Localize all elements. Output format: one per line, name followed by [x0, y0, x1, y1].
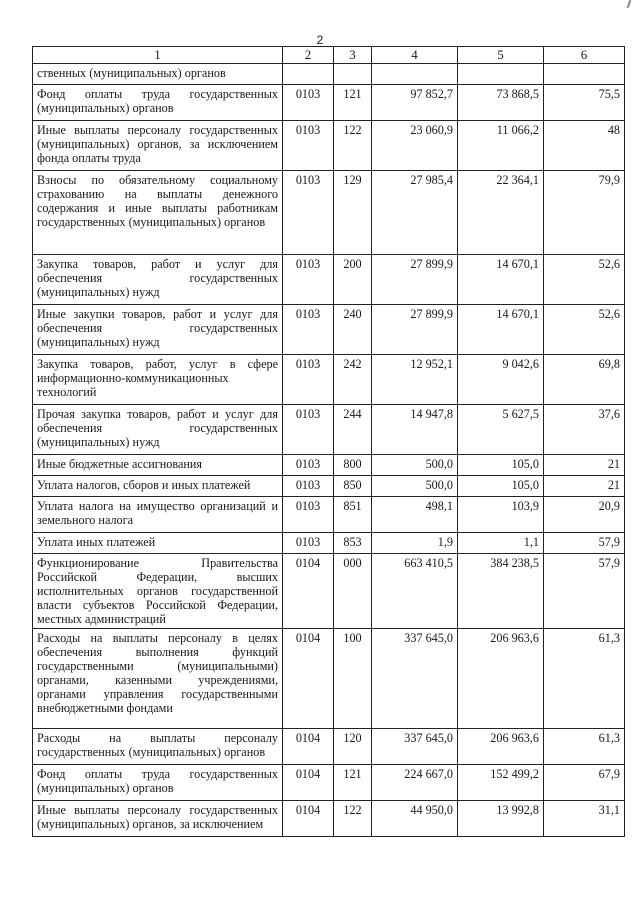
table-row — [33, 171, 625, 255]
row-value-c5: 152 499,2 — [458, 765, 544, 801]
column-header: 3 — [334, 47, 372, 64]
table-row — [33, 801, 625, 837]
row-value-c4: 27 899,9 — [372, 305, 458, 355]
row-description: ственных (муниципальных) органов — [33, 64, 283, 85]
column-header: 5 — [458, 47, 544, 64]
table-row — [33, 121, 625, 171]
row-value-c4: 498,1 — [372, 497, 458, 533]
table-row — [33, 405, 625, 455]
row-value-c6: 52,6 — [544, 255, 625, 305]
row-value-c5: 105,0 — [458, 476, 544, 497]
row-value-c5: 73 868,5 — [458, 85, 544, 121]
row-description: Иные закупки товаров, работ и услуг для обеспечения государственных (муниципальных) нужд — [33, 305, 283, 355]
row-value-c2: 0103 — [283, 255, 334, 305]
row-value-c6: 67,9 — [544, 765, 625, 801]
row-value-c6: 75,5 — [544, 85, 625, 121]
table-row — [33, 729, 625, 765]
row-value-c5: 1,1 — [458, 533, 544, 554]
row-value-c4: 44 950,0 — [372, 801, 458, 837]
row-value-c4 — [372, 64, 458, 85]
row-value-c5: 105,0 — [458, 455, 544, 476]
page-number: 2 — [316, 33, 324, 47]
row-description: Иные выплаты персоналу государственных (муниципальных) органов, за исключением — [33, 801, 283, 837]
row-value-c2: 0103 — [283, 476, 334, 497]
row-value-c3: 100 — [334, 629, 372, 729]
row-value-c2: 0104 — [283, 801, 334, 837]
row-value-c3: 120 — [334, 729, 372, 765]
row-value-c6: 52,6 — [544, 305, 625, 355]
column-header: 6 — [544, 47, 625, 64]
row-description: Фонд оплаты труда государственных (муниципальных) органов — [33, 765, 283, 801]
table-row — [33, 64, 625, 85]
row-description: Уплата налогов, сборов и иных платежей — [33, 476, 283, 497]
row-value-c5: 14 670,1 — [458, 255, 544, 305]
row-value-c6: 48 — [544, 121, 625, 171]
budget-table — [32, 46, 625, 837]
row-value-c5: 9 042,6 — [458, 355, 544, 405]
column-header: 1 — [33, 47, 283, 64]
row-value-c5: 13 992,8 — [458, 801, 544, 837]
row-value-c3: 122 — [334, 801, 372, 837]
row-value-c4: 1,9 — [372, 533, 458, 554]
row-description: Расходы на выплаты персоналу в целях обеспечения выполнения функций государственными (муниципальными) органами, казенными учреждениями, органами управления государственными внебюджетными фондами — [33, 629, 283, 729]
row-value-c6: 61,3 — [544, 629, 625, 729]
row-value-c2: 0103 — [283, 405, 334, 455]
row-description: Закупка товаров, работ, услуг в сфере информационно-коммуникационных технологий — [33, 355, 283, 405]
row-value-c5: 103,9 — [458, 497, 544, 533]
row-value-c6: 20,9 — [544, 497, 625, 533]
row-value-c3: 242 — [334, 355, 372, 405]
row-value-c4: 224 667,0 — [372, 765, 458, 801]
row-value-c4: 337 645,0 — [372, 629, 458, 729]
row-value-c3: 121 — [334, 85, 372, 121]
row-value-c3: 200 — [334, 255, 372, 305]
row-value-c3: 851 — [334, 497, 372, 533]
row-value-c6: 57,9 — [544, 554, 625, 629]
row-value-c6: 69,8 — [544, 355, 625, 405]
row-value-c5: 206 963,6 — [458, 629, 544, 729]
row-value-c2: 0104 — [283, 554, 334, 629]
row-value-c5: 11 066,2 — [458, 121, 544, 171]
row-value-c5: 14 670,1 — [458, 305, 544, 355]
row-description: Уплата иных платежей — [33, 533, 283, 554]
table-row — [33, 533, 625, 554]
row-value-c3: 800 — [334, 455, 372, 476]
table-row — [33, 355, 625, 405]
table-row — [33, 305, 625, 355]
row-value-c2: 0104 — [283, 629, 334, 729]
row-value-c2 — [283, 64, 334, 85]
row-value-c2: 0103 — [283, 305, 334, 355]
row-value-c4: 23 060,9 — [372, 121, 458, 171]
row-value-c5: 5 627,5 — [458, 405, 544, 455]
row-value-c6: 31,1 — [544, 801, 625, 837]
row-value-c5 — [458, 64, 544, 85]
row-value-c6: 79,9 — [544, 171, 625, 255]
table-row — [33, 255, 625, 305]
row-value-c3: 121 — [334, 765, 372, 801]
table-row — [33, 455, 625, 476]
row-value-c4: 337 645,0 — [372, 729, 458, 765]
row-value-c6: 61,3 — [544, 729, 625, 765]
table-header-row — [33, 47, 625, 64]
table-row — [33, 497, 625, 533]
row-value-c2: 0103 — [283, 121, 334, 171]
column-header: 4 — [372, 47, 458, 64]
row-value-c2: 0103 — [283, 497, 334, 533]
row-description: Фонд оплаты труда государственных (муниципальных) органов — [33, 85, 283, 121]
row-value-c3: 129 — [334, 171, 372, 255]
row-value-c2: 0103 — [283, 533, 334, 554]
row-description: Закупка товаров, работ и услуг для обеспечения государственных (муниципальных) нужд — [33, 255, 283, 305]
table-row — [33, 85, 625, 121]
row-value-c3: 000 — [334, 554, 372, 629]
column-header: 2 — [283, 47, 334, 64]
row-value-c4: 500,0 — [372, 455, 458, 476]
row-description: Иные выплаты персоналу государственных (муниципальных) органов, за исключением фонда оплаты труда — [33, 121, 283, 171]
row-description: Расходы на выплаты персоналу государственных (муниципальных) органов — [33, 729, 283, 765]
row-value-c5: 206 963,6 — [458, 729, 544, 765]
row-value-c3: 244 — [334, 405, 372, 455]
table-row — [33, 554, 625, 629]
row-value-c4: 97 852,7 — [372, 85, 458, 121]
row-value-c2: 0103 — [283, 455, 334, 476]
row-value-c4: 27 985,4 — [372, 171, 458, 255]
row-description: Прочая закупка товаров, работ и услуг для обеспечения государственных (муниципальных) нужд — [33, 405, 283, 455]
row-value-c4: 14 947,8 — [372, 405, 458, 455]
row-value-c2: 0103 — [283, 85, 334, 121]
row-description: Уплата налога на имущество организаций и земельного налога — [33, 497, 283, 533]
row-value-c6: 21 — [544, 476, 625, 497]
row-value-c4: 500,0 — [372, 476, 458, 497]
row-value-c2: 0103 — [283, 355, 334, 405]
row-value-c4: 663 410,5 — [372, 554, 458, 629]
row-value-c5: 384 238,5 — [458, 554, 544, 629]
table-row — [33, 765, 625, 801]
row-value-c3: 122 — [334, 121, 372, 171]
row-value-c3: 853 — [334, 533, 372, 554]
table-row — [33, 476, 625, 497]
row-value-c5: 22 364,1 — [458, 171, 544, 255]
row-value-c2: 0104 — [283, 765, 334, 801]
row-description: Иные бюджетные ассигнования — [33, 455, 283, 476]
row-value-c6: 57,9 — [544, 533, 625, 554]
row-value-c6: 37,6 — [544, 405, 625, 455]
row-description: Функционирование Правительства Российской Федерации, высших исполнительных органов государственной власти субъектов Российской Федерации, местных администраций — [33, 554, 283, 629]
row-value-c3: 850 — [334, 476, 372, 497]
row-value-c3 — [334, 64, 372, 85]
table-row — [33, 629, 625, 729]
row-value-c2: 0103 — [283, 171, 334, 255]
row-value-c2: 0104 — [283, 729, 334, 765]
row-value-c6: 21 — [544, 455, 625, 476]
row-value-c3: 240 — [334, 305, 372, 355]
row-description: Взносы по обязательному социальному страхованию на выплаты денежного содержания и иные выплаты работникам государственных (муниципальных) органов — [33, 171, 283, 255]
row-value-c4: 27 899,9 — [372, 255, 458, 305]
row-value-c4: 12 952,1 — [372, 355, 458, 405]
scan-mark — [627, 0, 632, 8]
row-value-c6 — [544, 64, 625, 85]
